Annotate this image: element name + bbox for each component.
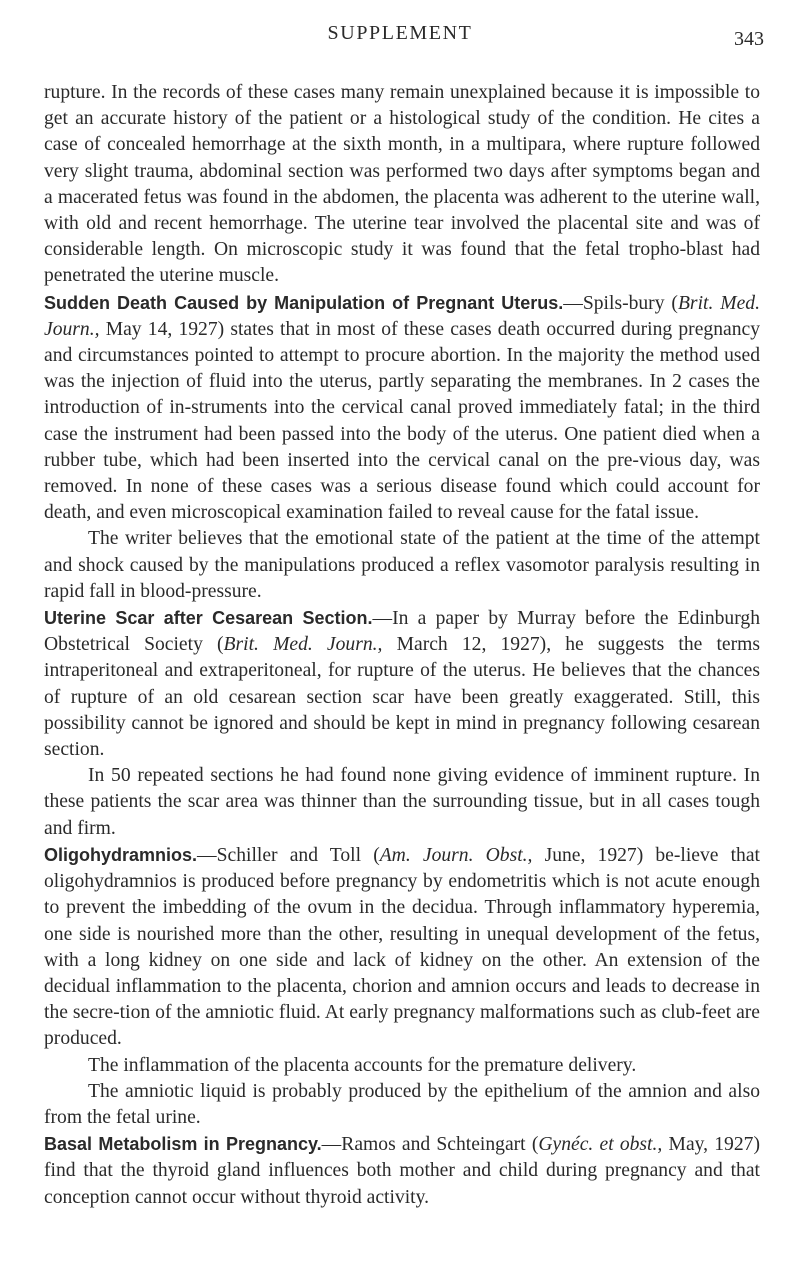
paragraph: The writer believes that the emotional state of the patient at the time of the attempt and shock caused by the manipulations produced a reflex vasomotor paralysis resulting in rapid fall in blood-pressure.	[44, 528, 760, 602]
section-text: May 14, 1927) states that in most of these cases death occurred during pregnancy and circumstances pointed to attempt to procure abortion. In the majority the method used was the injection of fluid into the uterus, partly separating the membranes. In 2 cases the introduction of in-struments into the cervical canal proved immediately fatal; in the third case the instrument had been passed into the body of the uterus. One patient died when a rubber tube, which had been inserted into the cervical canal on the pre-vious day, was removed. In none of these cases was a serious disease found which could account for death, and even microscopical examination failed to reveal cause for the fatal issue.	[44, 318, 760, 524]
body-text	[44, 80, 760, 1211]
paragraph: The inflammation of the placenta accounts for the premature delivery.	[88, 1054, 637, 1076]
section-lead: —Spils-bury (	[563, 292, 678, 314]
section-heading: Uterine Scar after Cesarean Section.	[44, 608, 373, 629]
page-number: 343	[734, 28, 764, 50]
citation: Am. Journ. Obst.,	[379, 844, 533, 866]
section-lead: —Schiller and Toll (	[197, 844, 380, 866]
section-basal-metabolism	[44, 1131, 760, 1211]
section-text: June, 1927) be-lieve that oligohydramnios is produced before pregnancy by endometritis which is not acute enough to prevent the imbedding of the ovum in the decidua. Through inflammatory hyperemia, one side is nourished more than the other, resulting in unequal development of the fetus, with a long kidney on one side and lack of kidney on the other. An extension of the decidual inflammation to the placenta, chorion and amnion occurs and leads to decrease in the secre-tion of the amniotic fluid. At early pregnancy malformations such as club-feet are produced.	[44, 844, 760, 1050]
citation: Gynéc. et obst.,	[538, 1134, 663, 1156]
section-lead: —Ramos and Schteingart (	[321, 1134, 539, 1156]
section-lead: —In a paper by Murray before the Edinburgh Obstetrical Society (	[44, 608, 760, 656]
running-head	[0, 22, 800, 62]
citation: Brit. Med. Journ.,	[223, 634, 383, 656]
section-sudden-death	[44, 290, 760, 527]
running-title: SUPPLEMENT	[327, 22, 473, 44]
paragraph: The amniotic liquid is probably produced by the epithelium of the amnion and also from the fetal urine.	[44, 1080, 760, 1128]
section-heading: Sudden Death Caused by Manipulation of Pregnant Uterus.	[44, 292, 564, 313]
section-text: March 12, 1927), he suggests the terms intraperitoneal and extraperitoneal, for rupture of the uterus. He believes that the chances of rupture of an old cesarean section scar have been greatly exaggerated. Still, this possibility cannot be ignored and should be kept in mind in pregnancy following cesarean section.	[44, 634, 761, 761]
section-heading: Oligohydramnios.	[44, 844, 198, 865]
paragraph: In 50 repeated sections he had found none giving evidence of imminent rupture. In these patients the scar area was thinner than the surrounding tissue, but in all cases tough and firm.	[44, 765, 760, 839]
section-oligohydramnios	[44, 842, 760, 1053]
section-uterine-scar	[44, 605, 760, 763]
section-text: May, 1927) find that the thyroid gland influences both mother and child during pregnancy and that conception cannot occur without thyroid activity.	[44, 1134, 760, 1208]
citation: Brit. Med. Journ.,	[44, 292, 760, 340]
paragraph-rupture-continuation: rupture. In the records of these cases many remain unexplained because it is impossible to get an accurate history of the patient or a histological study of the condition. He cites a case of concealed hemorrhage at the sixth month, in a multipara, where rupture followed very slight trauma, abdominal section was performed two days after symptoms began and a macerated fetus was found in the abdomen, the placenta was adherent to the uterine wall, with old and recent hemorrhage. The uterine tear involved the placental site and was of considerable length. On microscopic study it was found that the fetal tropho-blast had penetrated the uterine muscle.	[44, 82, 760, 287]
section-heading: Basal Metabolism in Pregnancy.	[44, 1134, 322, 1155]
